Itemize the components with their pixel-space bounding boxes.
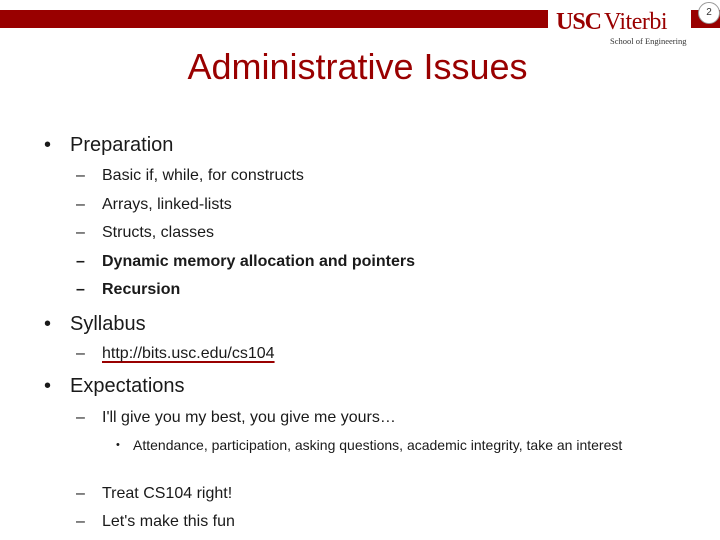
bullet-label: Expectations: [70, 375, 185, 397]
dash-icon: –: [76, 409, 85, 426]
bullet-icon: •: [44, 375, 52, 397]
sub-list-item-text: Attendance, participation, asking questions, academic integrity, take an interest: [133, 437, 623, 453]
bullet-label: Preparation: [70, 134, 174, 156]
logo-name: Viterbi: [604, 9, 668, 35]
dash-icon: –: [76, 485, 85, 502]
list-item-text: Let's make this fun: [102, 513, 235, 530]
dash-icon: –: [76, 167, 85, 184]
logo-brand: USC: [556, 9, 602, 35]
list-item-text: Treat CS104 right!: [102, 485, 233, 502]
dash-icon: –: [76, 196, 85, 213]
bullet-icon: •: [44, 313, 52, 335]
dash-icon: –: [76, 513, 85, 530]
bullet-icon: •: [44, 134, 52, 156]
dash-icon: –: [76, 253, 85, 270]
list-item-text: I'll give you my best, you give me yours…: [102, 409, 396, 426]
list-item-text: Structs, classes: [102, 224, 215, 241]
list-item-text: Dynamic memory allocation and pointers: [102, 253, 415, 270]
small-bullet-icon: •: [116, 439, 120, 451]
dash-icon: –: [76, 345, 85, 362]
logo-school: School of Engineering: [610, 36, 687, 46]
list-item-text: Basic if, while, for constructs: [102, 167, 304, 184]
syllabus-link[interactable]: http://bits.usc.edu/cs104: [102, 345, 275, 362]
header-bar: [0, 10, 548, 28]
dash-icon: –: [76, 281, 85, 298]
page-number: 2: [698, 2, 720, 24]
list-item-text: Recursion: [102, 281, 181, 298]
list-item-text: Arrays, linked-lists: [102, 196, 232, 213]
bullet-label: Syllabus: [70, 313, 146, 335]
dash-icon: –: [76, 224, 85, 241]
slide-title: Administrative Issues: [187, 46, 528, 87]
